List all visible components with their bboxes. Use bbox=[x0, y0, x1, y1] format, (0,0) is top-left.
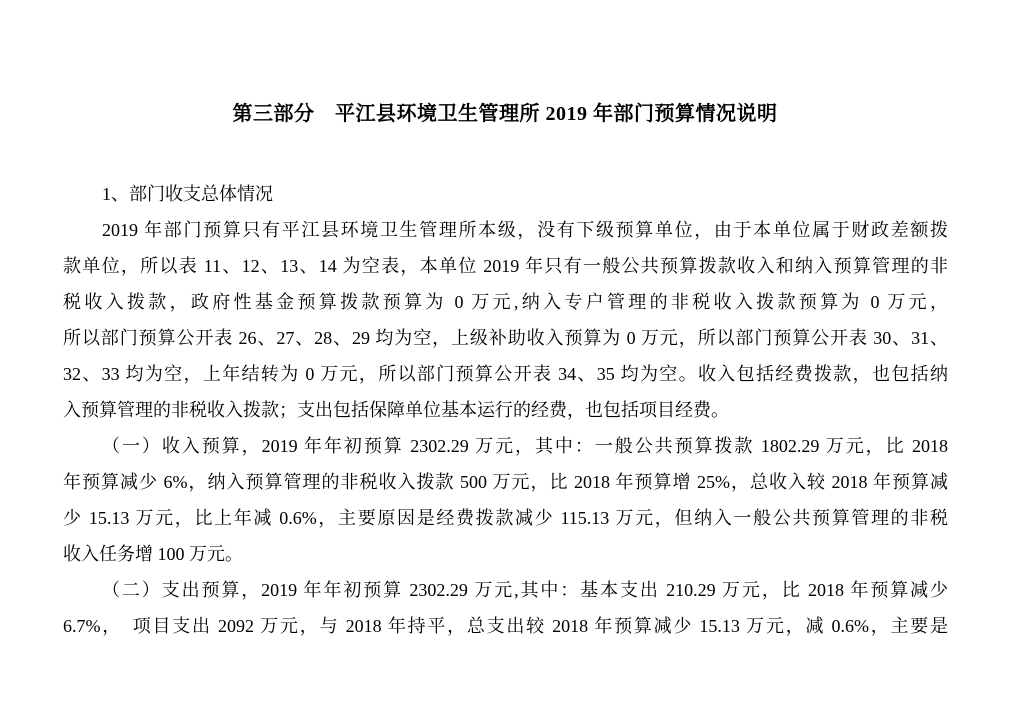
text-line: 6.7%， 项目支出 2092 万元，与 2018 年持平，总支出较 2018 年预算减少 15.13 万元，减 0.6%，主要是 bbox=[63, 616, 948, 636]
text-line: 少 15.13 万元，比上年减 0.6%，主要原因是经费拨款减少 115.13 万元，但纳入一般公共预算管理的非税 bbox=[63, 508, 948, 528]
paragraph bbox=[63, 572, 948, 644]
text-line: 年预算减少 6%，纳入预算管理的非税收入拨款 500 万元，比 2018 年预算增 25%，总收入较 2018 年预算减 bbox=[63, 472, 948, 492]
document-body bbox=[63, 176, 948, 644]
document-title: 第三部分 平江县环境卫生管理所 2019 年部门预算情况说明 bbox=[232, 103, 778, 125]
text-line: 32、33 均为空，上年结转为 0 万元，所以部门预算公开表 34、35 均为空。收入包括经费拨款，也包括纳 bbox=[63, 364, 948, 384]
text-line: （一）收入预算，2019 年年初预算 2302.29 万元，其中：一般公共预算拨款 1802.29 万元，比 2018 bbox=[102, 436, 948, 456]
text-line: 1、部门收支总体情况 bbox=[102, 184, 273, 204]
paragraph bbox=[63, 176, 948, 212]
text-line: 收入任务增 100 万元。 bbox=[63, 544, 243, 564]
paragraph bbox=[63, 428, 948, 572]
text-line: 税收入拨款，政府性基金预算拨款预算为 0 万元,纳入专户管理的非税收入拨款预算为 0 万元， bbox=[63, 292, 948, 312]
paragraph bbox=[63, 212, 948, 428]
text-line: 入预算管理的非税收入拨款；支出包括保障单位基本运行的经费，也包括项目经费。 bbox=[63, 400, 729, 420]
text-line: （二）支出预算，2019 年年初预算 2302.29 万元,其中：基本支出 210.29 万元，比 2018 年预算减少 bbox=[102, 580, 948, 600]
text-line: 2019 年部门预算只有平江县环境卫生管理所本级，没有下级预算单位，由于本单位属于财政差额拨 bbox=[102, 220, 948, 240]
text-line: 所以部门预算公开表 26、27、28、29 均为空，上级补助收入预算为 0 万元，所以部门预算公开表 30、31、 bbox=[63, 328, 948, 348]
text-line: 款单位，所以表 11、12、13、14 为空表，本单位 2019 年只有一般公共预算拨款收入和纳入预算管理的非 bbox=[63, 256, 948, 276]
